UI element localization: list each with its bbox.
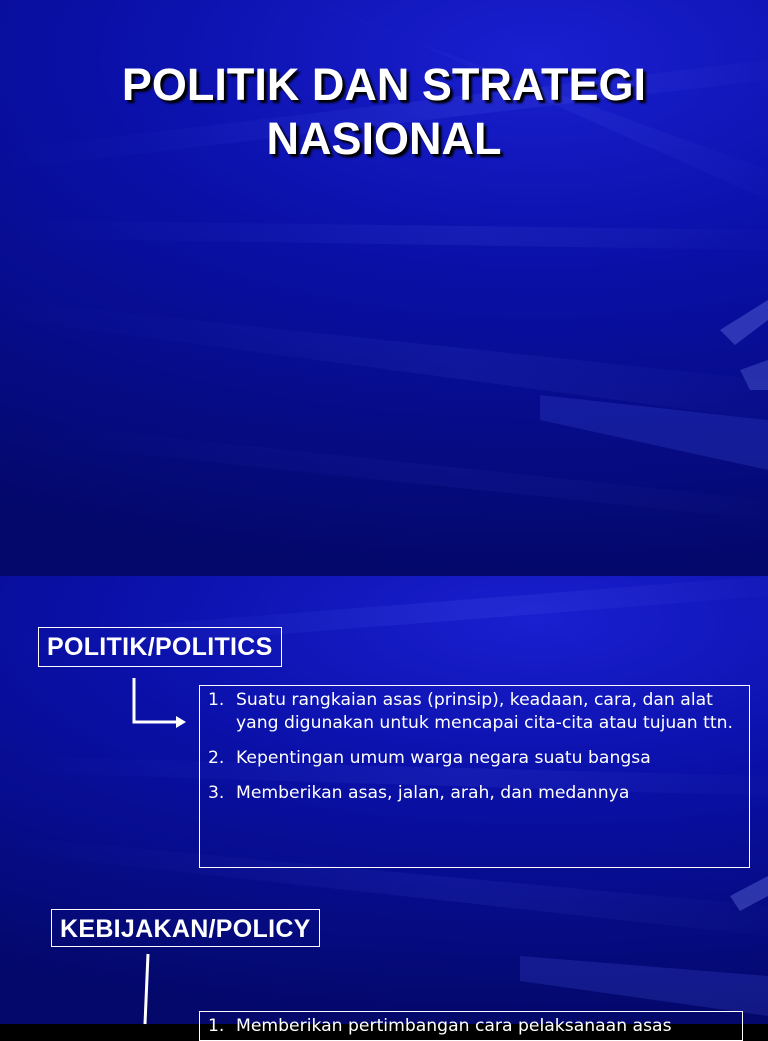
item-text: Suatu rangkaian asas (prinsip), keadaan, cara, dan alat yang digunakan untuk mencapai cita-cita atau tujuan ttn. [236, 690, 733, 733]
policy-heading: KEBIJAKAN/POLICY [51, 909, 320, 947]
item-number: 2. [208, 748, 225, 768]
item-text: Memberikan pertimbangan cara pelaksanaan asas [236, 1016, 672, 1036]
list-item [208, 1015, 734, 1038]
item-text: Kepentingan umum warga negara suatu bangsa [236, 748, 651, 768]
politics-definition-list [208, 689, 741, 805]
list-item [208, 782, 741, 805]
policy-definition-box [199, 1011, 743, 1041]
item-number: 3. [208, 783, 225, 803]
item-number: 1. [208, 1016, 225, 1036]
item-text: Memberikan asas, jalan, arah, dan medannya [236, 783, 630, 803]
list-item [208, 689, 741, 735]
list-item [208, 747, 741, 770]
politics-definition-box [199, 685, 750, 868]
politics-heading: POLITIK/POLITICS [38, 627, 282, 667]
policy-definition-list [208, 1015, 734, 1038]
item-number: 1. [208, 690, 225, 710]
title-line-2: NASIONAL [266, 113, 502, 164]
title-line-1: POLITIK DAN STRATEGI [121, 59, 647, 110]
slide-title [0, 58, 768, 166]
definitions-slide [0, 576, 768, 1036]
